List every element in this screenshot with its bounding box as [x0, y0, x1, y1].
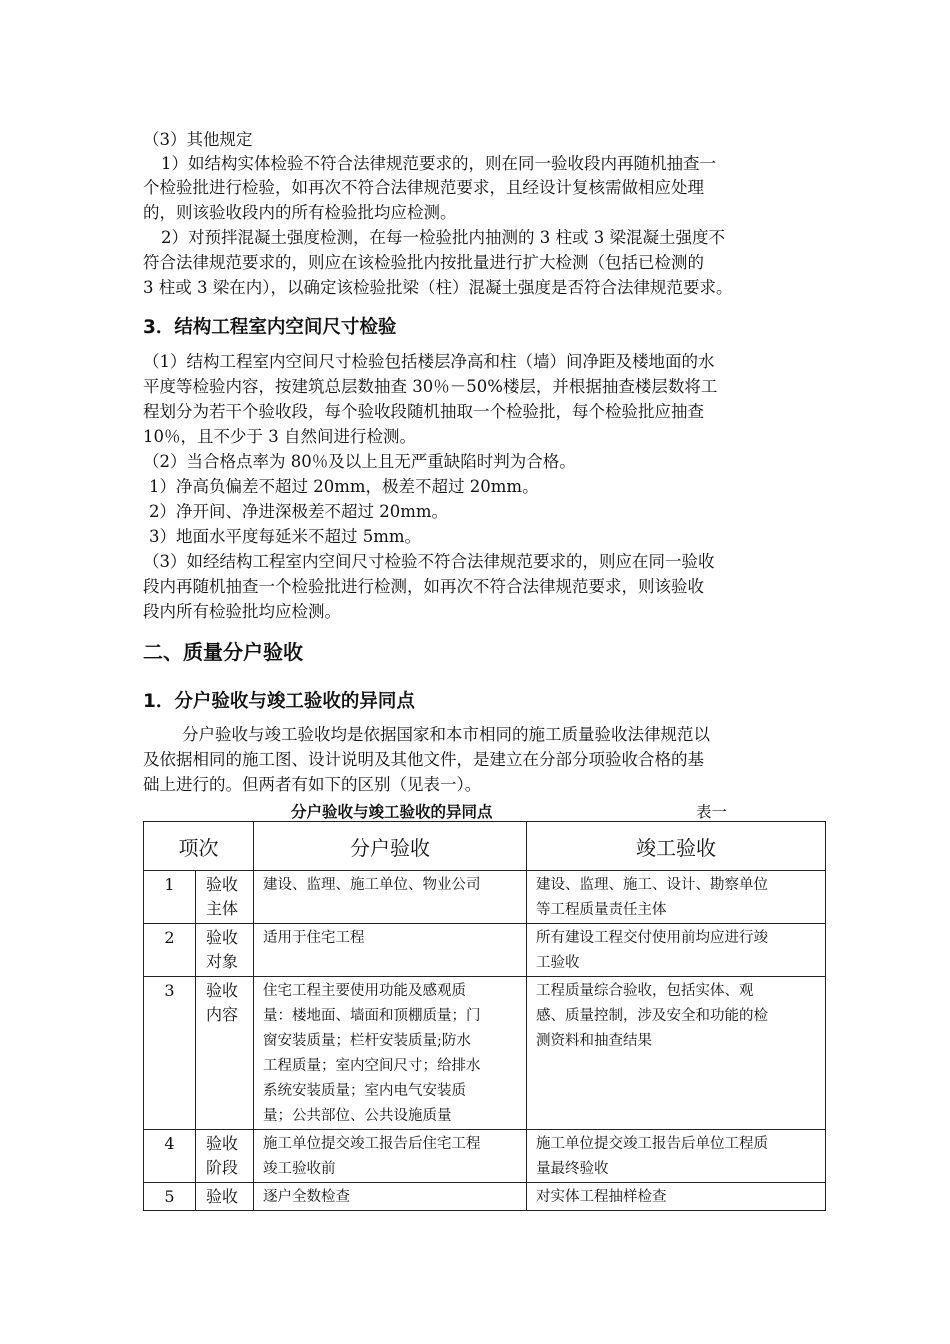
row-name: 验收 阶段: [196, 1130, 254, 1183]
paragraph-line: （2）当合格点率为 80％及以上且无严重缺陷时判为合格。: [143, 452, 576, 471]
list-item: 2）净开间、净进深极差不超过 20mm。: [149, 502, 449, 521]
completion-cell: 施工单位提交竣工报告后单位工程质 量最终验收: [527, 1130, 826, 1183]
paragraph-line: 段内所有检验批均应检测。: [143, 602, 341, 621]
paragraph-line: 3 柱或 3 梁在内），以确定该检验批梁（柱）混凝土强度是否符合法律规范要求。: [143, 278, 733, 297]
paragraph-line: （3）如经结构工程室内空间尺寸检验不符合法律规范要求的，则应在同一验收: [143, 552, 715, 571]
list-item: 3）地面水平度每延米不超过 5mm。: [149, 527, 422, 546]
paragraph-line: 段内再随机抽查一个检验批进行检测，如再次不符合法律规范要求，则该验收: [143, 577, 704, 596]
paragraph-line: 程划分为若干个验收段，每个验收段随机抽取一个检验批，每个检验批应抽查: [143, 402, 704, 421]
household-cell: 逐户全数检查: [254, 1183, 527, 1211]
table-row: [144, 924, 826, 977]
section-3-title: 3．结构工程室内空间尺寸检验: [143, 317, 397, 338]
completion-cell: 建设、监理、施工、设计、勘察单位 等工程质量责任主体: [527, 871, 826, 924]
row-number: 3: [144, 977, 196, 1130]
list-item: 1）净高负偏差不超过 20mm，极差不超过 20mm。: [149, 477, 539, 496]
comparison-table: [143, 821, 826, 1211]
section-other-heading: （3）其他规定: [143, 130, 253, 149]
paragraph-line: 础上进行的。但两者有如下的区别（见表一）。: [143, 775, 482, 794]
household-cell: 建设、监理、施工单位、物业公司: [254, 871, 527, 924]
table-header-row: [144, 822, 826, 871]
paragraph-line: 的，则该验收段内的所有检验批均应检测。: [143, 203, 457, 222]
table-row: [144, 1130, 826, 1183]
row-number: 4: [144, 1130, 196, 1183]
row-number: 2: [144, 924, 196, 977]
table-row: [144, 1183, 826, 1211]
table-row: [144, 977, 826, 1130]
paragraph-line: 平度等检验内容，按建筑总层数抽查 30％－50%楼层，并根据抽查楼层数将工: [143, 377, 718, 396]
row-number: 5: [144, 1183, 196, 1211]
paragraph-line: 符合法律规范要求的，则应在该检验批内按批量进行扩大检测（包括已检测的: [143, 253, 704, 272]
completion-cell: 对实体工程抽样检查: [527, 1183, 826, 1211]
header-item-no: 项次: [144, 822, 254, 871]
completion-cell: 工程质量综合验收，包括实体、观 感、质量控制，涉及安全和功能的检 测资料和抽查结果: [527, 977, 826, 1130]
table-caption: 分户验收与竣工验收的异同点: [291, 803, 493, 821]
household-cell: 适用于住宅工程: [254, 924, 527, 977]
table-row: [144, 871, 826, 924]
part-2-title: 二、质量分户验收: [143, 640, 303, 664]
paragraph-line: 个检验批进行检验，如再次不符合法律规范要求，且经设计复核需做相应处理: [143, 178, 704, 197]
completion-cell: 所有建设工程交付使用前均应进行竣 工验收: [527, 924, 826, 977]
subsection-title: 1．分户验收与竣工验收的异同点: [143, 691, 415, 712]
table-number: 表一: [696, 803, 728, 821]
paragraph-line: （1）结构工程室内空间尺寸检验包括楼层净高和柱（墙）间净距及楼地面的水: [143, 352, 715, 371]
paragraph-line: 2）对预拌混凝土强度检测，在每一检验批内抽测的 3 柱或 3 梁混凝土强度不: [161, 228, 725, 247]
household-cell: 施工单位提交竣工报告后住宅工程 竣工验收前: [254, 1130, 527, 1183]
header-completion-acceptance: 竣工验收: [527, 822, 826, 871]
paragraph-line: 10％，且不少于 3 自然间进行检测。: [143, 427, 416, 446]
row-name: 验收: [196, 1183, 254, 1211]
row-name: 验收 对象: [196, 924, 254, 977]
paragraph-line: 及依据相同的施工图、设计说明及其他文件，是建立在分部分项验收合格的基: [143, 750, 704, 769]
paragraph-line: 分户验收与竣工验收均是依据国家和本市相同的施工质量验收法律规范以: [182, 725, 710, 744]
row-name: 验收 内容: [196, 977, 254, 1130]
row-name: 验收 主体: [196, 871, 254, 924]
header-household-acceptance: 分户验收: [254, 822, 527, 871]
row-number: 1: [144, 871, 196, 924]
paragraph-line: 1）如结构实体检验不符合法律规范要求的，则在同一验收段内再随机抽查一: [161, 154, 716, 173]
household-cell: 住宅工程主要使用功能及感观质 量：楼地面、墙面和顶棚质量；门 窗安装质量；栏杆安装质量;防水 工程质量；室内空间尺寸；给排水 系统安装质量；室内电气安装质 量；公共部位、公共设施质量: [254, 977, 527, 1130]
